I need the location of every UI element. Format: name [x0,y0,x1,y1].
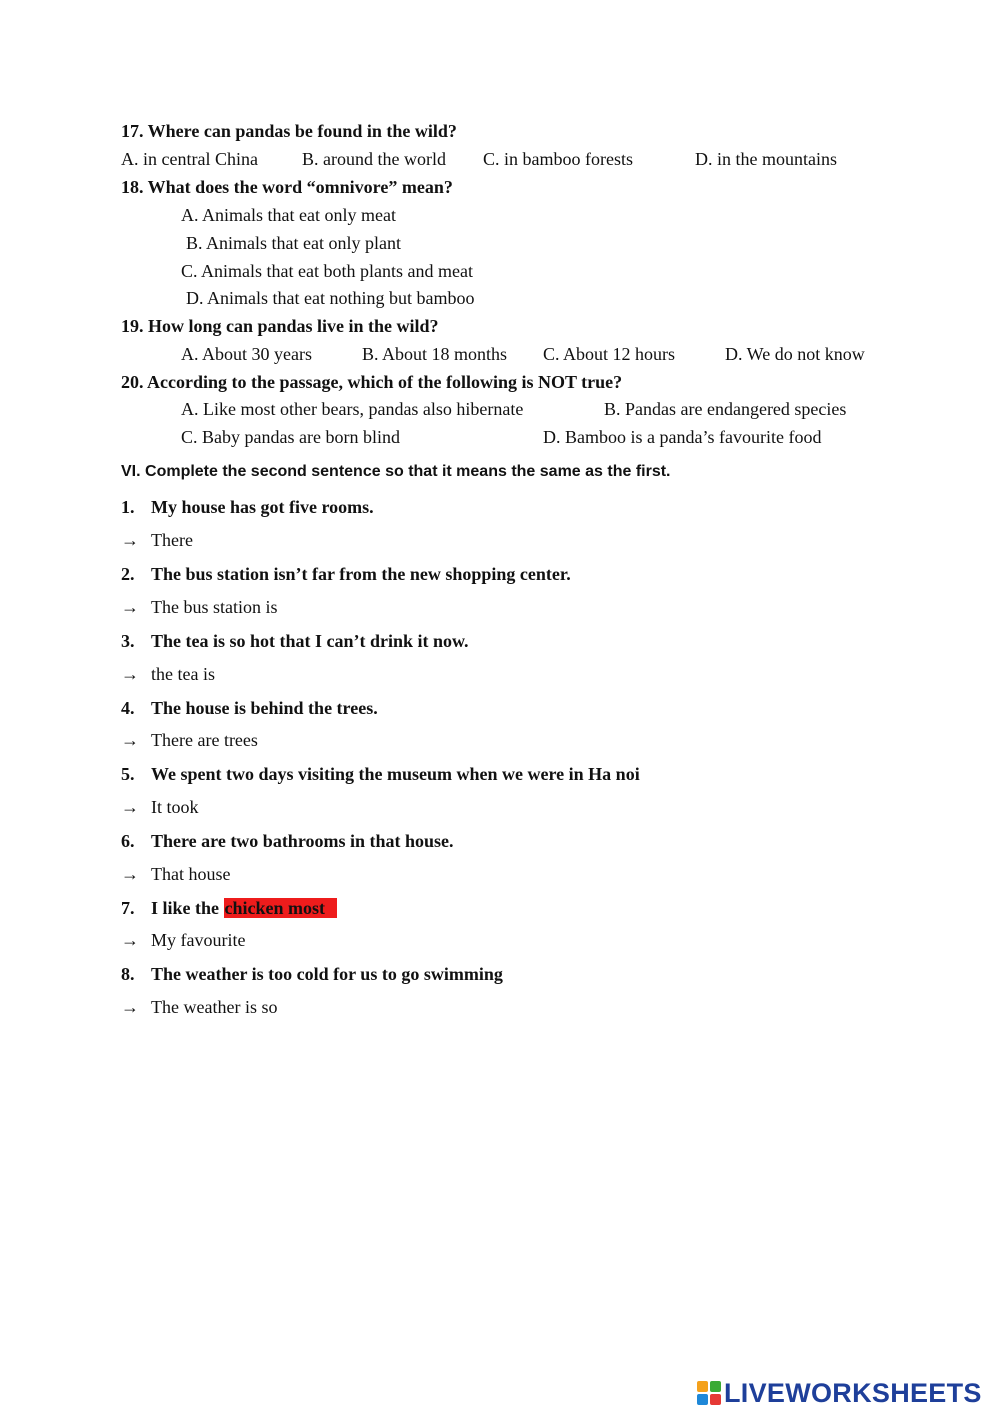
q20-option-b: B. Pandas are endangered species [604,399,847,419]
question-20: 20. According to the passage, which of the following is NOT true? [121,372,623,392]
q19-option-a: A. About 30 years [181,344,312,364]
q19-option-b: B. About 18 months [362,344,508,364]
question-19: 19. How long can pandas live in the wild? [121,316,439,336]
item-5-answer-prompt [121,797,199,818]
item-number: 5. [121,764,135,784]
question-17: 17. Where can pandas be found in the wild? [121,121,457,141]
item-3-answer-prompt [121,664,215,685]
q18-option-c: C. Animals that eat both plants and meat [181,261,473,281]
logo-block [697,1394,708,1405]
item-4-answer-prompt [121,730,258,751]
q17-option-c: C. in bamboo forests [483,149,633,169]
item-text: My house has got five rooms. [151,497,374,517]
q18-option-d: D. Animals that eat nothing but bamboo [186,288,475,308]
item-2-sentence [121,564,571,585]
arrow-icon: → [121,530,139,550]
logo-block [697,1381,708,1392]
item-text: The house is behind the trees. [151,698,378,718]
q18-option-b: B. Animals that eat only plant [186,233,401,253]
item-text: There are two bathrooms in that house. [151,831,454,851]
q18-option-a: A. Animals that eat only meat [181,205,396,225]
item-text: I like the [151,898,220,918]
item-number: 6. [121,831,135,851]
item-number: 4. [121,698,135,718]
logo-block [710,1381,721,1392]
item-8-sentence [121,964,503,985]
item-text: We spent two days visiting the museum when we were in Ha noi [151,764,640,784]
item-6-sentence [121,831,454,852]
question-18: 18. What does the word “omnivore” mean? [121,177,453,197]
q17-option-a: A. in central China [121,149,258,169]
logo-blocks-icon [697,1381,721,1405]
item-8-answer-prompt [121,997,277,1018]
arrow-icon: → [121,797,139,817]
q19-option-c: C. About 12 hours [543,344,676,364]
item-number: 2. [121,564,135,584]
liveworksheets-logo [697,1378,982,1408]
q20-option-d: D. Bamboo is a panda’s favourite food [543,427,822,447]
item-1-sentence [121,497,374,518]
highlighted-answer-field[interactable]: chicken most [224,898,338,918]
arrow-icon: → [121,930,139,950]
arrow-icon: → [121,597,139,617]
item-7-answer-prompt [121,930,245,951]
q17-option-d: D. in the mountains [695,149,837,169]
section-6-title: VI. Complete the second sentence so that it means the same as the first. [121,463,671,480]
item-number: 1. [121,497,135,517]
item-7-sentence [121,898,337,919]
prompt-text: It took [151,797,199,817]
prompt-text: My favourite [151,930,246,950]
arrow-icon: → [121,997,139,1017]
item-text: The weather is too cold for us to go swimming [151,964,503,984]
item-text: The tea is so hot that I can’t drink it now. [151,631,469,651]
prompt-text: That house [151,864,231,884]
q19-option-d: D. We do not know [725,344,865,364]
item-number: 8. [121,964,135,984]
arrow-icon: → [121,730,139,750]
arrow-icon: → [121,864,139,884]
item-3-sentence [121,631,469,652]
item-5-sentence [121,764,640,785]
item-number: 3. [121,631,135,651]
item-number: 7. [121,898,135,918]
q17-option-b: B. around the world [302,149,446,169]
item-2-answer-prompt [121,597,278,618]
prompt-text: There are trees [151,730,258,750]
item-4-sentence [121,698,378,719]
prompt-text: The bus station is [151,597,278,617]
item-6-answer-prompt [121,864,230,885]
prompt-text: the tea is [151,664,215,684]
arrow-icon: → [121,664,139,684]
prompt-text: The weather is so [151,997,278,1017]
logo-block [710,1394,721,1405]
logo-text: LIVEWORKSHEETS [724,1377,982,1408]
q20-option-a: A. Like most other bears, pandas also hibernate [181,399,524,419]
item-text: The bus station isn’t far from the new shopping center. [151,564,571,584]
q20-option-c: C. Baby pandas are born blind [181,427,400,447]
item-1-answer-prompt [121,530,193,551]
prompt-text: There [151,530,193,550]
